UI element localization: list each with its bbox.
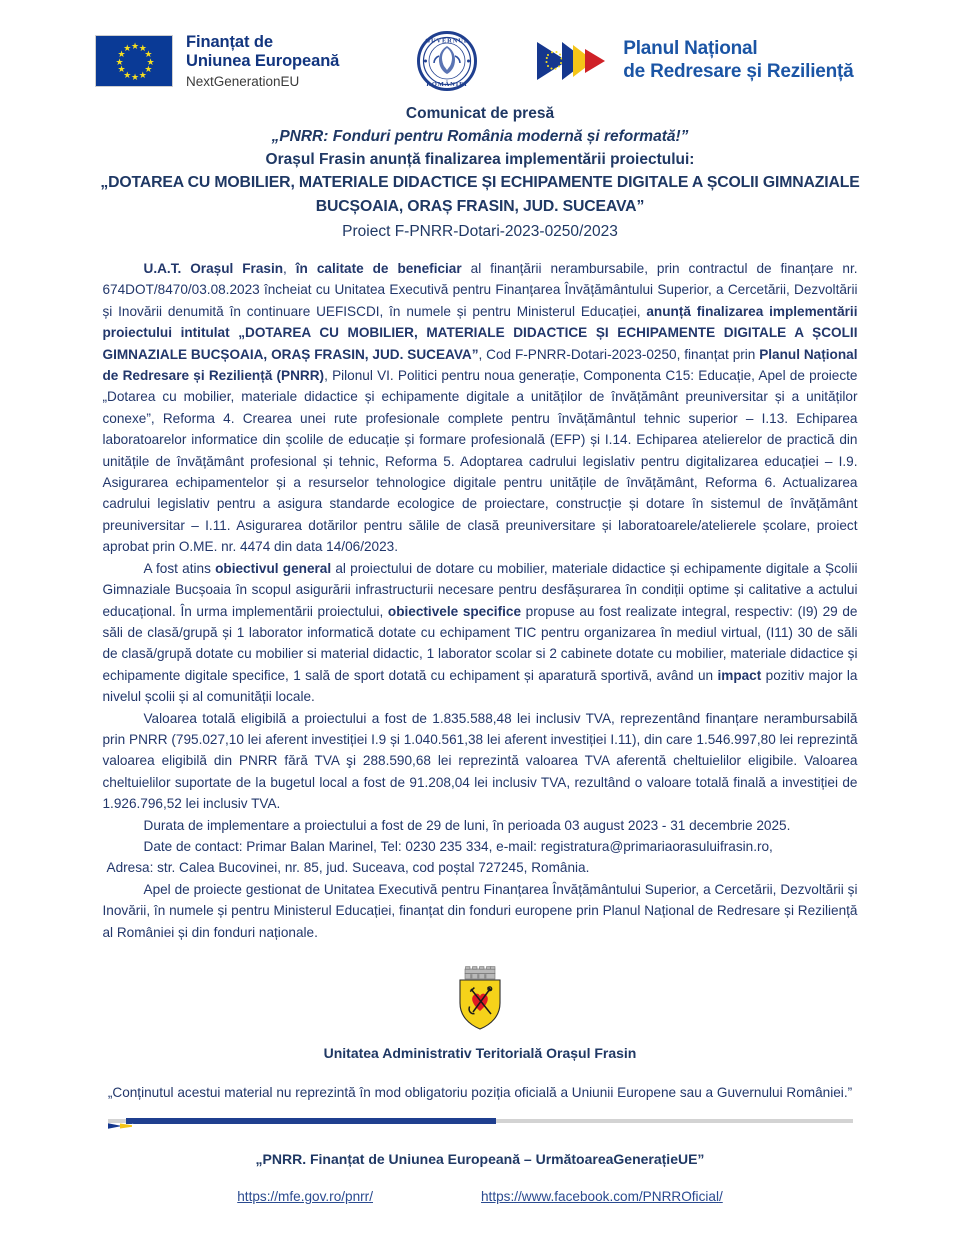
footer-links	[0, 1189, 960, 1204]
paragraph-financials: Valoarea totală eligibilă a proiectului a fost de 1.835.588,48 lei inclusiv TVA, reprezentând finanțare nerambursabilă prin PNRR (795.027,10 lei aferent investiției I.9 și 1.040.561,38 lei aferent investiției I.11), din care 1.546.997,80 lei reprezintă valoarea eligibilă din PNRR fără TVA şi 288.590,68 lei reprezintă valoarea TVA aferentă cheltuielilor eligibile. Valoarea cheltuielilor suportate de la bugetul local a fost de 91.208,04 lei inclusiv TVA, rezultând o valoare totală finală a investiției de 1.926.796,52 lei inclusiv TVA.	[102, 710, 858, 812]
title-line-5-project: BUCȘOAIA, ORAȘ FRASIN, JUD. SUCEAVA”	[315, 198, 645, 215]
contact-line-1: Date de contact: Primar Balan Marinel, Tel: 0230 235 334, e-mail: registratura@primariaorasuluifrasin.ro,	[143, 838, 773, 854]
eu-logo-text	[186, 33, 339, 90]
eu-star: ★	[130, 41, 140, 51]
pnrr-logo-line1: Planul Național	[623, 38, 758, 60]
title-line-6-project-code: Proiect F-PNRR-Dotari-2023-0250/2023	[342, 223, 618, 240]
eu-star: ★	[117, 48, 126, 59]
eu-star: ★	[144, 64, 153, 75]
frasin-coat-of-arms-icon	[453, 965, 507, 1031]
contact-line-2: Adresa: str. Calea Bucovinei, nr. 85, jud. Suceava, cod poștal 727245, România.	[106, 860, 590, 876]
document-title-block	[65, 102, 895, 244]
title-line-3: Orașul Frasin anunță finalizarea implementării proiectului:	[265, 151, 695, 168]
paragraph-duration: Durata de implementare a proiectului a fost de 29 de luni, în perioada 03 august 2023 - 31 decembrie 2025.	[143, 817, 791, 833]
eu-logo-line3: NextGenerationEU	[186, 73, 300, 89]
eu-star: ★	[123, 43, 132, 54]
romanian-government-seal-icon	[417, 31, 477, 91]
contact-block	[103, 836, 858, 879]
pnrr-logo	[537, 38, 853, 84]
eu-star: ★	[138, 43, 147, 54]
footer-entity-name: Unitatea Administrativ Teritorială Orașul Frasin	[323, 1045, 637, 1061]
svg-text:GUVERNUL: GUVERNUL	[425, 37, 470, 45]
eu-star: ★	[123, 69, 132, 80]
eu-star: ★	[115, 56, 124, 67]
paragraph-beneficiary: U.A.T. Orașul Frasin, în calitate de beneficiar al finanțării nerambursabile, prin contractul de finanțare nr. 674DOT/8470/03.08.2023 încheiat cu Unitatea Executivă pentru Finanțarea Învățământului Superior, a Cercetării, Dezvoltării și Inovării denumită în continuare UEFISCDI, în numele și pentru Ministerul Educației, anunță finalizarea implementării proiectului intitulat „DOTAREA CU MOBILIER, MATERIALE DIDACTICE ȘI ECHIPAMENTE DIGITALE A ȘCOLII GIMNAZIALE BUCȘOAIA, ORAȘ FRASIN, JUD. SUCEAVA”, Cod F-PNRR-Dotari-2023-0250, finanțat prin Planul Național de Redresare și Reziliență (PNRR), Pilonul VI. Politici pentru noua generație, Componenta C15: Educație, Apel de proiecte „Dotarea cu mobilier, materiale didactice și echipamente digitale a unităților de învățământ preuniversitar și a unităților conexe”, Reforma 4. Crearea unei rute profesionale complete pentru învățământul tehnic superior – I.13. Echiparea laboratoarelor informatice din școlile de educație și formare profesională (EFP) și I.14. Echiparea atelierelor de practică din unitățile de învățământ profesional și tehnic, Reforma 5. Adoptarea cadrului legislativ pentru digitalizarea educației – I.9. Asigurarea echipamentelor și a resurselor tehnologice digitale pentru unitățile de învățământ, Reforma 6. Actualizarea cadrului legislativ pentru a asigura standarde ecologice de proiectare, construcție și dotare în sistemul de învățământ preuniversitar – I.11. Asigurarea dotărilor pentru sălile de clasă preuniversitare și laboratoarele/atelierele școlare, proiect aprobat prin O.ME. nr. 4474 din data 14/06/2023.	[102, 261, 858, 555]
header-logo-bar	[0, 0, 960, 89]
document-body	[103, 258, 858, 943]
eu-star: ★	[117, 64, 126, 75]
eu-logo-line1: Finanțat de	[186, 32, 273, 51]
title-line-4-project: „DOTAREA CU MOBILIER, MATERIALE DIDACTICE ȘI ECHIPAMENTE DIGITALE A ȘCOLII GIMNAZIALE	[100, 174, 860, 191]
eu-funding-logo	[95, 33, 339, 90]
eu-flag-icon	[95, 35, 173, 87]
paragraph-managing-authority: Apel de proiecte gestionat de Unitatea Executivă pentru Finanțarea Învățământului Superior, a Cercetării, Dezvoltării și Inovării, în numele și pentru Ministerul Educației, finanțat din fonduri europene prin Planul Național de Redresare și Reziliență al României și din fonduri naționale.	[102, 881, 858, 940]
eu-logo-line2: Uniunea Europeană	[186, 52, 340, 71]
footer-disclaimer: „Conținutul acestui material nu reprezintă în mod obligatoriu poziția oficială a Uniunii Europene sau a Guvernului României.”	[107, 1085, 853, 1100]
link-mfe-pnrr[interactable]: https://mfe.gov.ro/pnrr/	[237, 1189, 373, 1204]
eu-star: ★	[146, 56, 155, 67]
paragraph-objectives: A fost atins obiectivul general al proiectului de dotare cu mobilier, materiale didactice și echipamente digitale a Școlii Gimnaziale Bucșoaia în scopul asigurării infrastructurii necesare pentru desfășurarea în condiții optime și calitative a actului educațional. În urma implementării proiectului, obiectivele specifice propuse au fost realizate integral, respectiv: (I9) 29 de săli de clasă/grupă și 1 laborator informatică dotate cu echipament TIC pentru organizarea în mediul virtual, (I11) 30 de săli de clasă/grupă dotate cu mobilier si material didactic, 1 laborator scolar si 2 cabinete dotate cu mobilier, materiale didactice și echipamente digitale specifice, 1 sală de sport dotată cu echipament și aparatură sportivă, având un impact pozitiv major la nivelul școlii și al comunității locale.	[102, 560, 858, 705]
eu-star: ★	[130, 72, 140, 82]
coat-of-arms-wrap	[0, 965, 960, 1033]
footer-slogan: „PNRR. Finanțat de Uniunea Europeană – UrmătoareaGenerațieUE”	[255, 1151, 705, 1167]
title-line-2-slogan: „PNRR: Fonduri pentru România modernă și reformată!”	[271, 128, 689, 145]
title-line-1: Comunicat de presă	[405, 105, 555, 122]
eu-star: ★	[138, 69, 147, 80]
rule-blue-bar	[126, 1118, 496, 1124]
pnrr-logo-text	[623, 38, 853, 84]
eu-star: ★	[144, 48, 153, 59]
pnrr-logo-line2: de Redresare și Reziliență	[623, 61, 854, 82]
pnrr-arrows-icon	[537, 39, 613, 83]
rule-arrow-icon	[108, 1117, 168, 1125]
svg-text:ROMÂNIEI: ROMÂNIEI	[426, 81, 468, 88]
footer-divider-rule	[108, 1117, 853, 1125]
link-facebook-pnrr[interactable]: https://www.facebook.com/PNRROficial/	[481, 1189, 723, 1204]
